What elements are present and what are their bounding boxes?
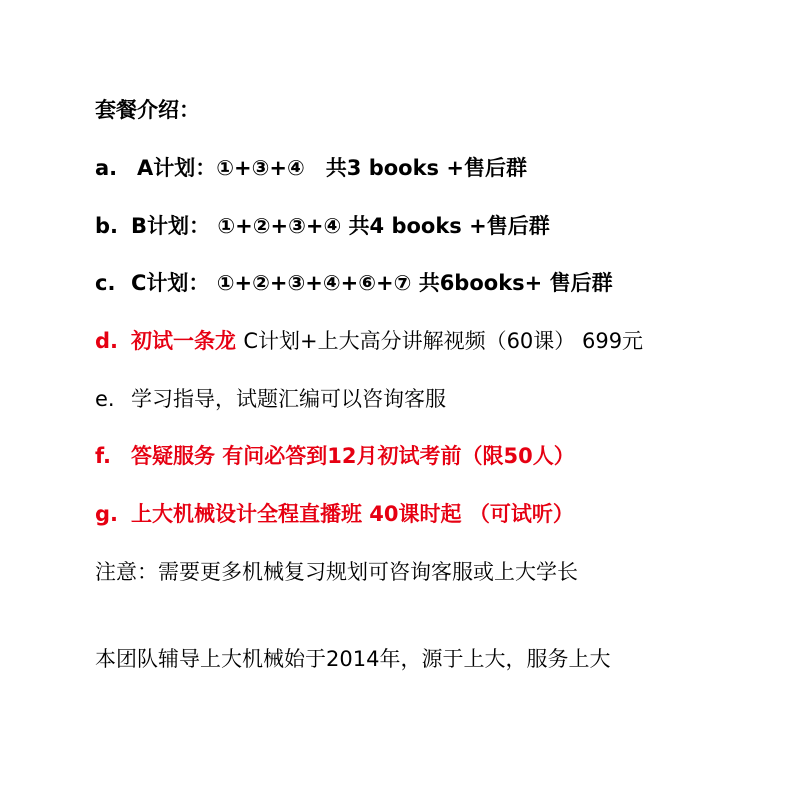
list-item-text: B计划： ①+②+③+④ 共4 books +售后群: [131, 214, 550, 238]
list-item-highlight: 初试一条龙: [131, 329, 244, 353]
footer-text: 本团队辅导上大机械始于2014年，源于上大，服务上大: [95, 647, 611, 671]
list-item-text: 学习指导，试题汇编可以咨询客服: [131, 387, 446, 411]
list-item-text: 上大机械设计全程直播班 40课时起 （可试听）: [131, 502, 574, 526]
list-item-text: 答疑服务 有问必答到12月初试考前（限50人）: [131, 444, 575, 468]
list-item-text: A计划：①+③+④ 共3 books +售后群: [137, 156, 527, 180]
list-item-text: C计划+上大高分讲解视频（60课） 699元: [243, 329, 644, 353]
list-item-d: [95, 326, 643, 356]
list-item-g: [95, 499, 574, 529]
list-marker: a.: [95, 156, 118, 180]
list-marker: e.: [95, 387, 115, 411]
list-marker: f.: [95, 444, 111, 468]
list-item-f: [95, 441, 575, 471]
list-item-e: [95, 384, 446, 414]
list-item-a: [95, 153, 527, 183]
list-marker: d.: [95, 329, 119, 353]
list-item-text: C计划： ①+②+③+④+⑥+⑦ 共6books+ 售后群: [131, 271, 613, 295]
list-marker: g.: [95, 502, 119, 526]
list-item-b: [95, 211, 550, 241]
list-item-c: [95, 268, 613, 298]
list-marker: b.: [95, 214, 119, 238]
note-text: 注意：需要更多机械复习规划可咨询客服或上大学长: [95, 560, 578, 584]
list-marker: c.: [95, 271, 116, 295]
page-title: 套餐介绍：: [95, 98, 200, 122]
